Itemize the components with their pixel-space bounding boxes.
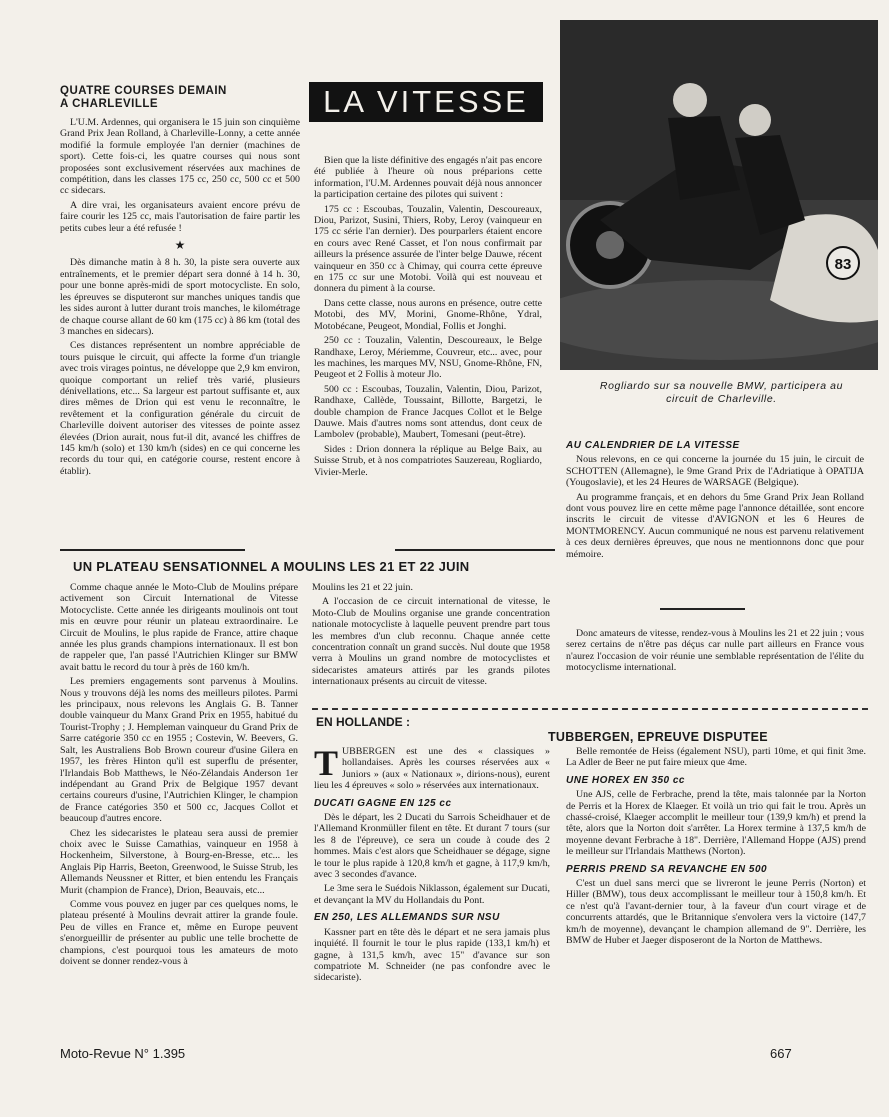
sidecar-photo — [560, 20, 878, 370]
sidecar-illustration — [560, 20, 878, 370]
paragraph: A l'occasion de ce circuit international de vitesse, le Moto-Club de Moulins organise une grande concentration nationale motocycliste à laquelle peuvent prendre part tous les membres d'un club reconnu. Chaque année cette concentration connaît un grand succès. Nul doute que 1958 verra à Moulins un grand nombre de motocyclistes et sidecaristes amateurs attirés par les grands pilotes internationaux présents au circuit de vitesse. — [312, 596, 550, 688]
paragraph: Kassner part en tête dès le départ et ne sera jamais plus inquiété. Il fournit le tour le plus rapide (133,1 km/h) et gagne, à 131,5 km/h, avec 15" d'avance sur son compatriote M. Schneider (ne pas confondre avec le sidecariste). — [314, 926, 550, 984]
magazine-issue: Moto-Revue N° 1.395 — [60, 1046, 186, 1061]
calendar-closing — [566, 628, 864, 677]
subheading: UNE HOREX EN 350 cc — [566, 774, 685, 786]
paragraph: Dès dimanche matin à 8 h. 30, la piste sera ouverte aux entraînements, et le premier départ sera donné à 14 h. 30, pour une bonne après-midi de sport motocycliste. En solo, les épreuves se disputeront sur manches uniques tandis que les sides auront à lutter durant trois manches, le kilométrage de chaque course allant de 60 km (175 cc) à 86 km (total des 3 manches en sidecars). — [60, 257, 300, 337]
hollande-kicker: EN HOLLANDE : — [316, 715, 410, 729]
section-title-banner — [309, 82, 543, 122]
hollande-column-left — [314, 743, 550, 987]
calendar-column — [566, 440, 864, 563]
moulins-column-left — [60, 582, 298, 970]
paragraph: Ces distances représentent un nombre appréciable de tours puisque le circuit, qui affecte la forme d'un triangle avec trois virages pointus, ne développe que 2,9 km environ, quoique comportant un relief très varié, plusieurs dénivellations, etc... Sa largeur est partout suffisante et, aux dires mêmes de Drion qui est venu le reconnaître, le revêtement et la configuration générale du circuit de Charleville doivent autoriser des vitesses de pointe assez élevées (Drion aurait, nous fut-il dit, avancé les chiffres de 145 km/h (solo) et 130 km/h (sides) en ce qui concerne les records du tour qui, en catégorie course, restent encore à établir). — [60, 340, 300, 477]
paragraph: C'est un duel sans merci que se livreront le jeune Perris (Norton) et Hiller (BMW), tous deux accomplissant le meilleur tour à 150,8 km/h. Et ce n'est qu'à l'avant-dernier tour, à la faveur d'un court virage et de concurrents attardés, que le Britannique s'envolera vers la victoire (147,7 km/h de moyenne), devançant le champion allemand de 9". Derrière, les BMW de Huber et Jaeger disposeront de la Norton de Matthews. — [566, 878, 866, 947]
paragraph: A dire vrai, les organisateurs avaient encore prévu de faire courir les 125 cc, mais l'autorisation de faire partir les petits cubes leur a été refusée ! — [60, 199, 300, 234]
paragraph: Donc amateurs de vitesse, rendez-vous à Moulins les 21 et 22 juin ; vous serez certains de n'être pas déçus car nulle part ailleurs en France vous n'aurez l'occasion de voir réunie une semblable représentation de l'élite du motocyclisme international. — [566, 628, 864, 674]
paragraph: Sides : Drion donnera la réplique au Belge Baix, au Suisse Strub, et à nos compatriotes Sauzereau, Rogliardo, Vivier-Merle. — [314, 443, 542, 478]
box-border-top — [312, 708, 868, 710]
calendar-heading: AU CALENDRIER DE LA VITESSE — [566, 440, 740, 451]
hollande-title: TUBBERGEN, EPREUVE DISPUTEE — [548, 730, 768, 744]
paragraph: Bien que la liste définitive des engagés n'ait pas encore été publiée à l'heure où nous préparions cette information, l'U.M. Ardennes pouvait déjà nous annoncer la participation certaine des pilotes qui suivent : — [314, 155, 542, 201]
paragraph: Moulins les 21 et 22 juin. — [312, 582, 413, 593]
moulins-column-right — [312, 582, 550, 691]
divider — [660, 608, 745, 610]
paragraph: Comme chaque année le Moto-Club de Moulins prépare activement son Circuit International de Vitesse Motocycliste. Cette année les dirigeants moulinois ont tout mis en œuvre pour réunir un plateau extraordinaire. Le Circuit de Moulins, le plus rapide de France, attire chaque année les plus grands champions internationaux. Il est bon de rappeler que, l'an passé l'Autrichien Klinger sur BMW avait battu le record du tour à près de 160 km/h. — [60, 582, 298, 673]
paragraph: 500 cc : Escoubas, Touzalin, Valentin, Diou, Parizot, Randhaxe, Callède, Toussaint, Billotte, Bargetzi, le double champion de France Jacques Collot et le Belge Dauwe. Mais d'autres noms sont attendus, dont ceux de Lambolev (probable), Maubert, Tomesani (peut-être). — [314, 383, 542, 441]
entries-column — [314, 155, 542, 481]
paragraph: L'U.M. Ardennes, qui organisera le 15 juin son cinquième Grand Prix Jean Rolland, à Charleville-Lonny, a cette année modifié la formule employée l'an dernier (machines de sport). Cette fois-ci, les quatre courses qui nous sont proposées sont exclusivement réservées aux machines de compétition, dans les classes 175 cc, 250 cc, 500 cc et 500 cc sidecars. — [60, 117, 300, 197]
divider-right — [395, 549, 555, 551]
paragraph: Belle remontée de Heiss (également NSU), parti 10me, et qui finit 3me. La Adler de Beer ne put faire mieux que 4me. — [566, 746, 866, 769]
paragraph: 175 cc : Escoubas, Touzalin, Valentin, Descoureaux, Diou, Parizot, Susini, Thiers, Roby, Leroy (vainqueur en 175 cc série l'an dernier). Des pourparlers étaient encore en cours avec René Casset, et l'on nous confirmait par ailleurs la présence assurée de l'inter belge Dauwe, récent vainqueur en 350 cc à Chimay, qui courra cette épreuve en 175 cc sur une Motobi. Voilà qui est nouveau et donnera du piment à la course. — [314, 203, 542, 295]
paragraph: Comme vous pouvez en juger par ces quelques noms, le plateau présenté à Moulins devrait attirer la grande foule. Peu de villes en France et, même en Europe peuvent s'enorgueillir de présenter au public une telle brochette de champions, c'est pourquoi tous les amateurs de moto doivent se donner rendez-vous à — [60, 898, 298, 967]
paragraph: Chez les sidecaristes le plateau sera aussi de premier choix avec le Suisse Camathias, vainqueur en 1958 à Hockenheim, Silverstone, à Bourg-en-Bresse, etc... les Anglais Pip Harris, Beeton, Greenwood, le Suisse Strub, les Allemands Neussner et Ritter, et bien entendu les Français Murit (champion de France), Drion, Beauvais, etc... — [60, 827, 298, 896]
section-title: LA VITESSE — [323, 84, 529, 119]
star-separator-icon: ★ — [174, 238, 186, 253]
paragraph: 250 cc : Touzalin, Valentin, Descoureaux, le Belge Randhaxe, Leroy, Mériemme, Couvreur, etc... avec, pour les machines, les marques MV, NSU, Gnome-Rhône, FN, Peugeot et 2 Follis à moteur Jlo. — [314, 335, 542, 381]
hollande-column-right — [566, 746, 866, 950]
story-title: QUATRE COURSES DEMAIN — [60, 85, 227, 97]
paragraph: Le 3me sera le Suédois Niklasson, également sur Ducati, et devançant la MV du Hollandais du Pont. — [314, 883, 550, 906]
divider-left — [60, 549, 245, 551]
subheading: EN 250, LES ALLEMANDS SUR NSU — [314, 912, 500, 924]
paragraph: Dès le départ, les 2 Ducati du Sarrois Scheidhauer et de l'Allemand Kronmüller filent en tête. Et durant 7 tours (sur les 8 de l'épreuve), ce sera un coude à coude des 2 hommes. Mais c'est alors que Scheidhauer se dégage, signe le tour le plus rapide à 120,8 km/h et gagne, à 117,9 km/h, avec 3 secondes d'avance. — [314, 812, 550, 881]
intro-text: UBBERGEN est une des « classiques » hollandaises. Après les courses réservées aux « Juniors » (aux « Nationaux », dirions-nous), eurent lieu les 4 épreuves « solo » réservées aux internationaux. — [314, 746, 550, 792]
paragraph: Dans cette classe, nous aurons en présence, outre cette Motobi, des MV, Morini, Gnome-Rhône, Ydral, Motobécane, Peugeot, Mondial, Follis et Jonghi. — [314, 297, 542, 332]
photo-caption: Rogliardo sur sa nouvelle BMW, participera au circuit de Charleville. — [599, 380, 844, 405]
subheading: PERRIS PREND SA REVANCHE EN 500 — [566, 863, 768, 875]
paragraph: Nous relevons, en ce qui concerne la journée du 15 juin, le circuit de SCHOTTEN (Allemagne), le 9me Grand Prix de l'Adriatique à OPATIJA (Yougoslavie), et les 24 Heures de WARSAGE (Belgique). — [566, 454, 864, 489]
paragraph: Une AJS, celle de Ferbrache, prend la tête, mais talonnée par la Norton de Perris et la Horex de Klaeger. Et voilà un trio qui fait le trou. Après un chassé-croisé, Klaeger accomplit le meilleur tour (139,9 km/h) et prend la tête, alors que la Norton doit s'arrêter. La Horex termine à 137,5 km/h de moyenne devant Ferbrache à 18". Derrière, l'Allemand Hoppe (AJS) prend le meilleur sur l'Irlandais Matthews (Norton). — [566, 789, 866, 858]
moulins-title: UN PLATEAU SENSATIONNEL A MOULINS LES 21 ET 22 JUIN — [73, 559, 470, 574]
drop-cap: T — [314, 743, 339, 783]
page-number: 667 — [770, 1046, 792, 1061]
charleville-story — [60, 85, 300, 480]
subheading: DUCATI GAGNE EN 125 cc — [314, 797, 452, 809]
paragraph: Au programme français, et en dehors du 5me Grand Prix Jean Rolland dont vous pouvez lire en cette même page l'annonce détaillée, sont encore inscrits le circuit de vitesse d'AVIGNON et les 6 Heures de MONTMORENCY. Aucun communiqué ne nous est parvenu relativement à ces deux dernières épreuves, que nous ne mentionnons donc que pour mémoire. — [566, 491, 864, 560]
story-title-line-2: A CHARLEVILLE — [60, 98, 159, 110]
race-number: 83 — [834, 256, 852, 273]
paragraph: Les premiers engagements sont parvenus à Moulins. Nous y trouvons déjà les noms des meilleurs pilotes. Parmi les principaux, nous relevons les Anglais G. B. Tanner double vainqueur du Manx Grand Prix en 1955, habitué du Tourist-Trophy ; J. Hempleman vainqueur du Grand Prix de Sarre catégorie 350 cc en 1955 ; Costevin, W. Beevers, G. Salt, les Australiens Bob Brown coureur d'usine Gilera en 1957, les frères Hinton qu'il est superflu de présenter, l'Irlandais Bob Matthews, le Néo-Zélandais Anderson 1er indépendant au Grand Prix de Belgique 1957 devant certains coureurs d'usine, l'Autrichien Klinger, le champion de France catégories 350 et 500 cc, Jacques Collot et beaucoup d'autres encore. — [60, 676, 298, 825]
